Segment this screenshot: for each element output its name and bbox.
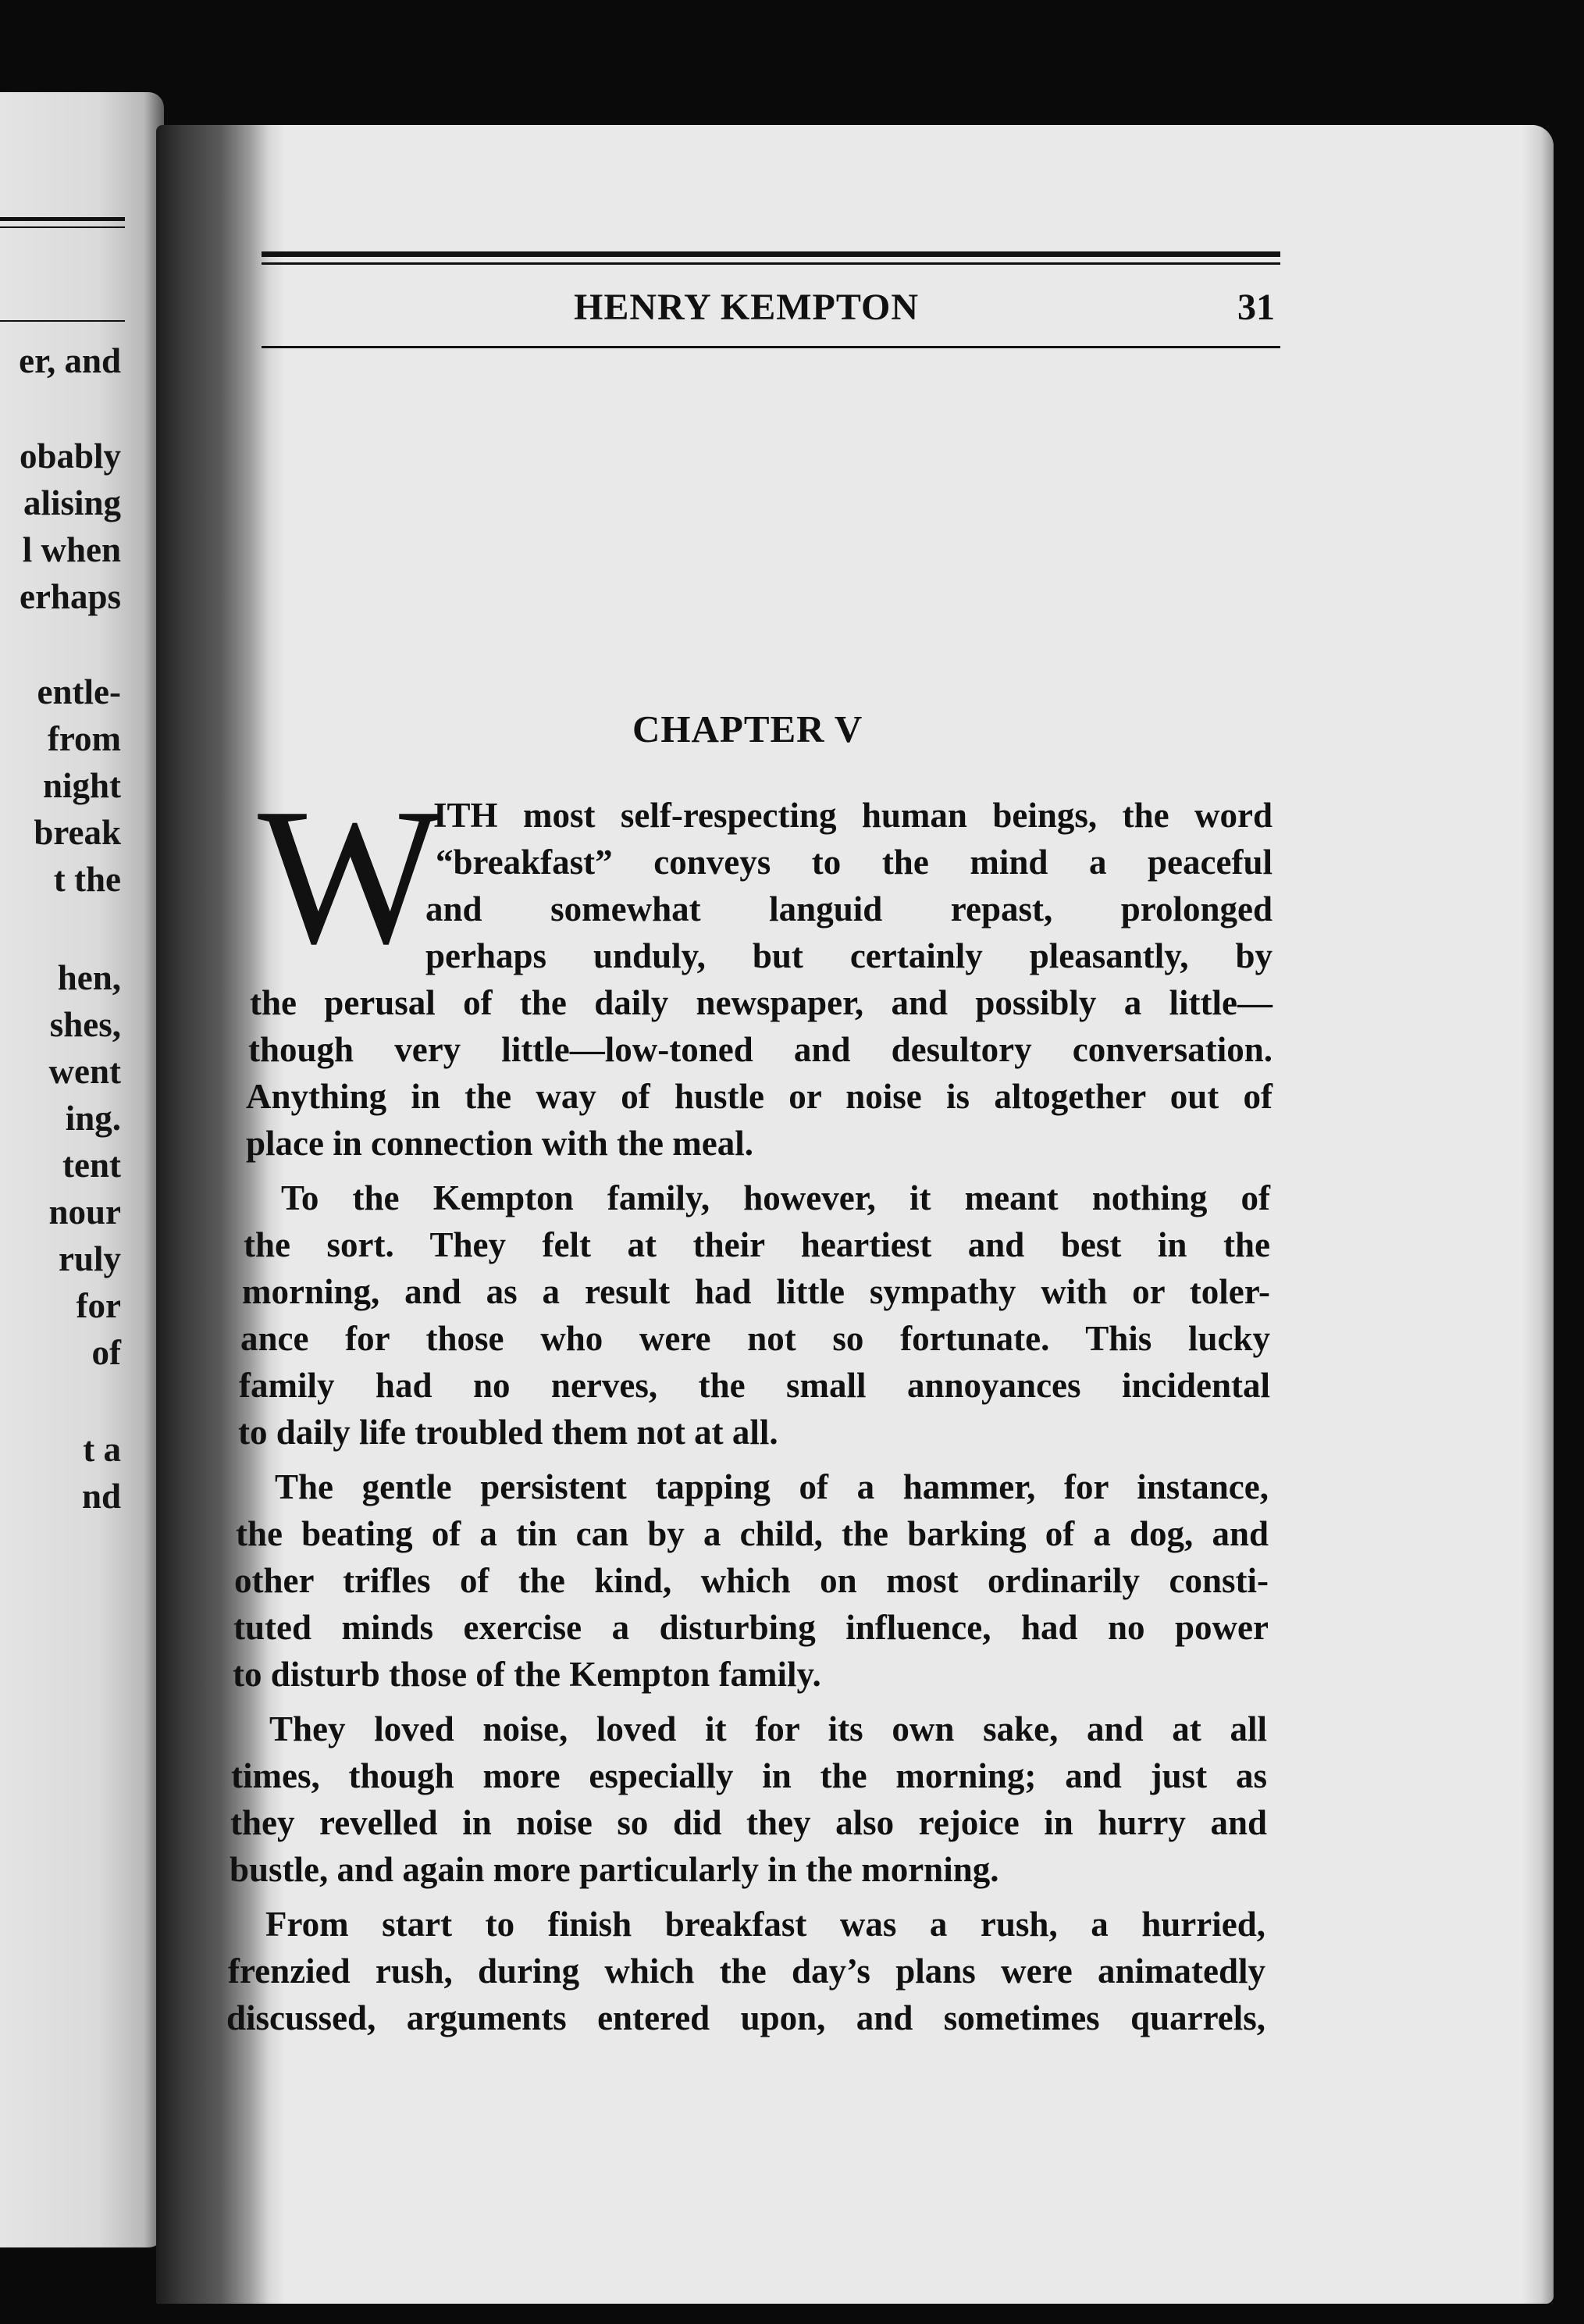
text-line: To the Kempton family, however, it meant nothing of xyxy=(281,1178,1270,1217)
text-line: discussed, arguments entered upon, and sometimes quarrels, xyxy=(226,1998,1265,2037)
text-line: From start to finish breakfast was a rush, a hurried, xyxy=(265,1905,1265,1944)
text-line: times, though more especially in the morning; and just as xyxy=(231,1756,1267,1795)
header-underline-rule xyxy=(262,346,1280,348)
header-rule-thick xyxy=(262,251,1280,257)
chapter-title: CHAPTER V xyxy=(632,708,863,750)
left-page-header-rule-thin xyxy=(0,226,125,228)
left-page-header-rule xyxy=(0,217,125,221)
text-line: the perusal of the daily newspaper, and possibly a little— xyxy=(250,983,1273,1022)
text-line: Anything in the way of hustle or noise is altogether out of xyxy=(246,1077,1273,1116)
header-rule-thin xyxy=(262,262,1280,265)
text-line: family had no nerves, the small annoyances incidental xyxy=(239,1366,1270,1405)
book-page xyxy=(156,125,1554,2304)
text-line: They loved noise, loved it for its own sake, and at all xyxy=(269,1709,1267,1748)
text-line: place in connection with the meal. xyxy=(246,1124,753,1163)
left-page-line: of xyxy=(91,1333,121,1372)
text-line: “breakfast” conveys to the mind a peaceful xyxy=(436,843,1273,882)
left-page-line: alising xyxy=(23,483,121,522)
left-page-line: t a xyxy=(83,1430,121,1469)
left-page-line: erhaps xyxy=(19,577,121,616)
text-line: morning, and as a result had little sympathy with or toler- xyxy=(242,1272,1270,1311)
text-line: The gentle persistent tapping of a hammer, for instance, xyxy=(275,1467,1269,1506)
text-line: ITH most self-respecting human beings, the word xyxy=(433,796,1273,835)
left-page-line: ruly xyxy=(58,1239,121,1278)
left-page-line: er, and xyxy=(19,341,121,380)
left-page-line: obably xyxy=(19,437,121,476)
text-line: tuted minds exercise a disturbing influence, had no power xyxy=(233,1608,1269,1647)
left-page-line: tent xyxy=(62,1146,121,1185)
left-page-underline-rule xyxy=(0,320,125,322)
left-page-line: from xyxy=(47,719,121,758)
left-page-line: nour xyxy=(48,1192,121,1232)
left-page-line: nd xyxy=(81,1477,121,1516)
left-page-line: for xyxy=(76,1286,121,1325)
text-line: to disturb those of the Kempton family. xyxy=(233,1655,821,1694)
page-number: 31 xyxy=(1237,287,1275,328)
text-line: bustle, and again more particularly in the morning. xyxy=(230,1850,999,1889)
left-page-line: shes, xyxy=(49,1005,121,1044)
left-page-line: hen, xyxy=(57,958,121,997)
left-page-line: t the xyxy=(53,860,121,899)
page-edge-shadow xyxy=(1522,125,1554,2304)
text-line: to daily life troubled them not at all. xyxy=(238,1413,778,1452)
text-line: they revelled in noise so did they also rejoice in hurry and xyxy=(230,1803,1267,1842)
text-line: other trifles of the kind, which on most ordinarily consti- xyxy=(234,1561,1269,1600)
left-page-line: l when xyxy=(22,530,121,569)
text-line: ance for those who were not so fortunate. This lucky xyxy=(240,1319,1270,1358)
left-page-fragment xyxy=(0,92,164,2247)
left-page-line: ing. xyxy=(65,1099,121,1138)
drop-cap-letter: W xyxy=(258,768,442,985)
text-line: though very little—low-toned and desultory conversation. xyxy=(248,1030,1273,1069)
text-line: the beating of a tin can by a child, the barking of a dog, and xyxy=(236,1514,1269,1553)
left-page-line: break xyxy=(34,813,121,852)
left-page-line: night xyxy=(42,766,121,805)
running-head: HENRY KEMPTON xyxy=(574,287,919,328)
left-page-line: entle- xyxy=(37,672,121,711)
text-line: the sort. They felt at their heartiest and best in the xyxy=(244,1225,1270,1264)
text-line: and somewhat languid repast, prolonged xyxy=(425,889,1273,929)
text-line: frenzied rush, during which the day’s plans were animatedly xyxy=(228,1952,1265,1991)
left-page-line: went xyxy=(48,1052,121,1091)
text-line: perhaps unduly, but certainly pleasantly, by xyxy=(425,936,1273,975)
